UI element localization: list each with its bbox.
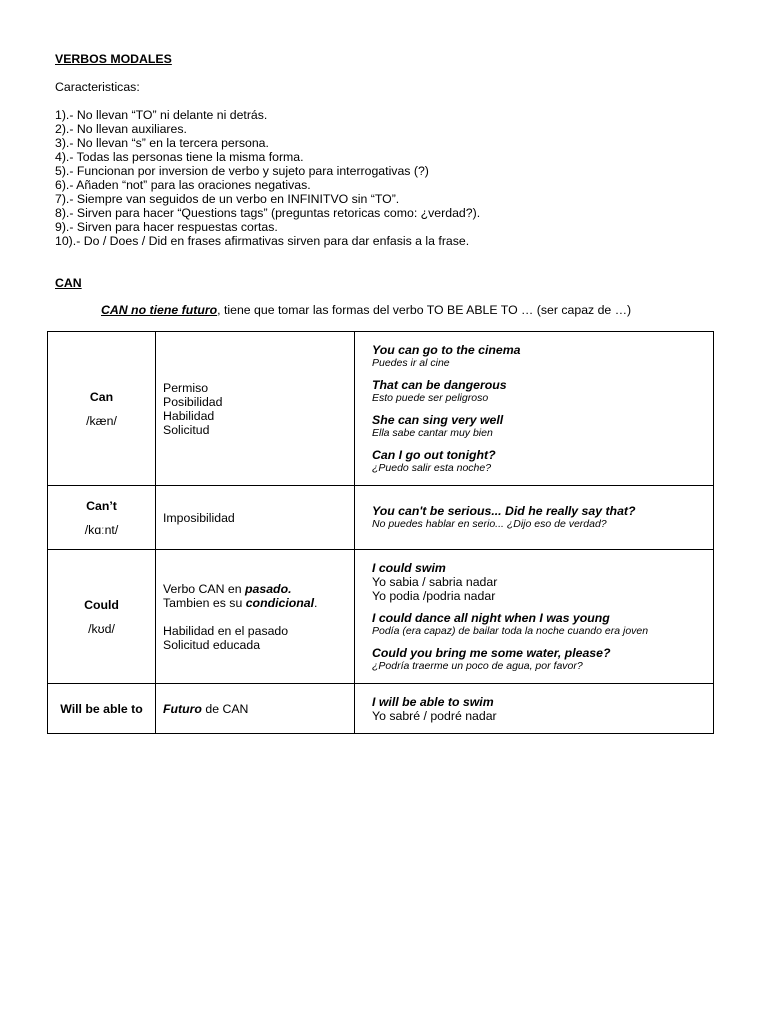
use-item: Permiso (163, 380, 209, 395)
verb-name: Could (84, 597, 119, 612)
example (372, 504, 713, 531)
spacer (163, 610, 354, 624)
use-text: de CAN (201, 701, 249, 716)
example (372, 695, 713, 723)
use-item (163, 596, 354, 610)
use-item: Habilidad (163, 408, 215, 423)
verb-name: Will be able to (60, 701, 143, 716)
list-item: 7).- Siempre van seguidos de un verbo en INFINITVO sin “TO”. (55, 192, 400, 206)
verb-cell (48, 550, 156, 684)
use-item (163, 582, 354, 596)
use-emphasis: pasado. (245, 581, 292, 596)
example-english: Could you bring me some water, please? (372, 645, 611, 660)
example-spanish: Yo podia /podria nadar (372, 588, 496, 603)
document-title: VERBOS MODALES (55, 52, 172, 66)
table-row (48, 486, 714, 550)
verb-phonetic: /kæn/ (86, 413, 117, 428)
example (372, 646, 713, 673)
example (372, 448, 713, 475)
verb-cell (48, 332, 156, 486)
characteristics-list (55, 108, 480, 248)
table-row (48, 684, 714, 734)
example (372, 343, 713, 370)
use-item: Imposibilidad (163, 510, 235, 525)
list-item: 3).- No llevan “s” en la tercera persona. (55, 136, 269, 150)
use-emphasis: condicional (245, 595, 315, 610)
verb-phonetic: /kɑːnt/ (84, 522, 119, 537)
list-item: 6).- Añaden “not” para las oraciones negativas. (55, 178, 311, 192)
use-cell (156, 332, 355, 486)
list-item: 2).- No llevan auxiliares. (55, 122, 187, 136)
example-spanish: ¿Puedo salir esta noche? (372, 461, 492, 474)
intro-text: , tiene que tomar las formas del verbo TO BE ABLE TO … (ser capaz de …) (217, 303, 632, 317)
example-english: You can go to the cinema (372, 342, 521, 357)
list-item: 9).- Sirven para hacer respuestas cortas. (55, 220, 278, 234)
intro-paragraph (101, 303, 631, 317)
example (372, 378, 713, 405)
example-english: You can't be serious... Did he really say that? (372, 504, 636, 518)
verb-cell (48, 684, 156, 734)
use-text: Tambien es su (163, 595, 246, 610)
document-subtitle: Caracteristicas: (55, 80, 140, 94)
use-item: Solicitud (163, 422, 210, 437)
list-item: 1).- No llevan “TO” ni delante ni detrás. (55, 108, 268, 122)
section-title: CAN (55, 276, 82, 290)
examples-cell (355, 684, 714, 734)
use-item (163, 702, 354, 716)
example-english: I could dance all night when I was young (372, 610, 610, 625)
example-spanish: Yo sabia / sabria nadar (372, 574, 498, 589)
examples-cell (355, 486, 714, 550)
examples-cell (355, 550, 714, 684)
use-cell (156, 486, 355, 550)
example (372, 413, 713, 440)
table-row (48, 332, 714, 486)
use-text: Verbo CAN en (163, 581, 246, 596)
example-spanish: Ella sabe cantar muy bien (372, 426, 493, 439)
verb-phonetic: /kʊd/ (88, 621, 115, 636)
modal-verbs-table (47, 331, 714, 734)
use-item: Solicitud educada (163, 637, 261, 652)
examples-cell (355, 332, 714, 486)
list-item: 5).- Funcionan por inversion de verbo y sujeto para interrogativas (?) (55, 164, 429, 178)
use-item: Habilidad en el pasado (163, 623, 289, 638)
intro-emphasis: CAN no tiene futuro (101, 303, 218, 317)
verb-name: Can’t (86, 498, 117, 513)
table-row (48, 550, 714, 684)
example-english: She can sing very well (372, 412, 504, 427)
use-item: Posibilidad (163, 394, 223, 409)
list-item: 4).- Todas las personas tiene la misma forma. (55, 150, 304, 164)
example-spanish: Podía (era capaz) de bailar toda la noche cuando era joven (372, 624, 649, 637)
verb-name: Can (89, 389, 114, 404)
use-cell (156, 550, 355, 684)
list-item: 10).- Do / Does / Did en frases afirmativas sirven para dar enfasis a la frase. (55, 234, 470, 248)
example-english: I will be able to swim (372, 694, 494, 709)
verb-cell (48, 486, 156, 550)
example-spanish: ¿Podría traerme un poco de agua, por favor? (372, 659, 583, 672)
example-spanish: No puedes hablar en serio... ¿Dijo eso de verdad? (372, 518, 607, 530)
list-item: 8).- Sirven para hacer “Questions tags” (preguntas retoricas como: ¿verdad?). (55, 206, 481, 220)
example-spanish: Yo sabré / podré nadar (372, 708, 497, 723)
use-cell (156, 684, 355, 734)
example-english: I could swim (372, 560, 446, 575)
use-text: . (314, 595, 318, 610)
example-spanish: Puedes ir al cine (372, 356, 450, 369)
example-spanish: Esto puede ser peligroso (372, 391, 489, 404)
example-english: Can I go out tonight? (372, 447, 496, 462)
example (372, 611, 713, 638)
example (372, 561, 713, 603)
example-english: That can be dangerous (372, 377, 507, 392)
use-emphasis: Futuro (163, 701, 202, 716)
